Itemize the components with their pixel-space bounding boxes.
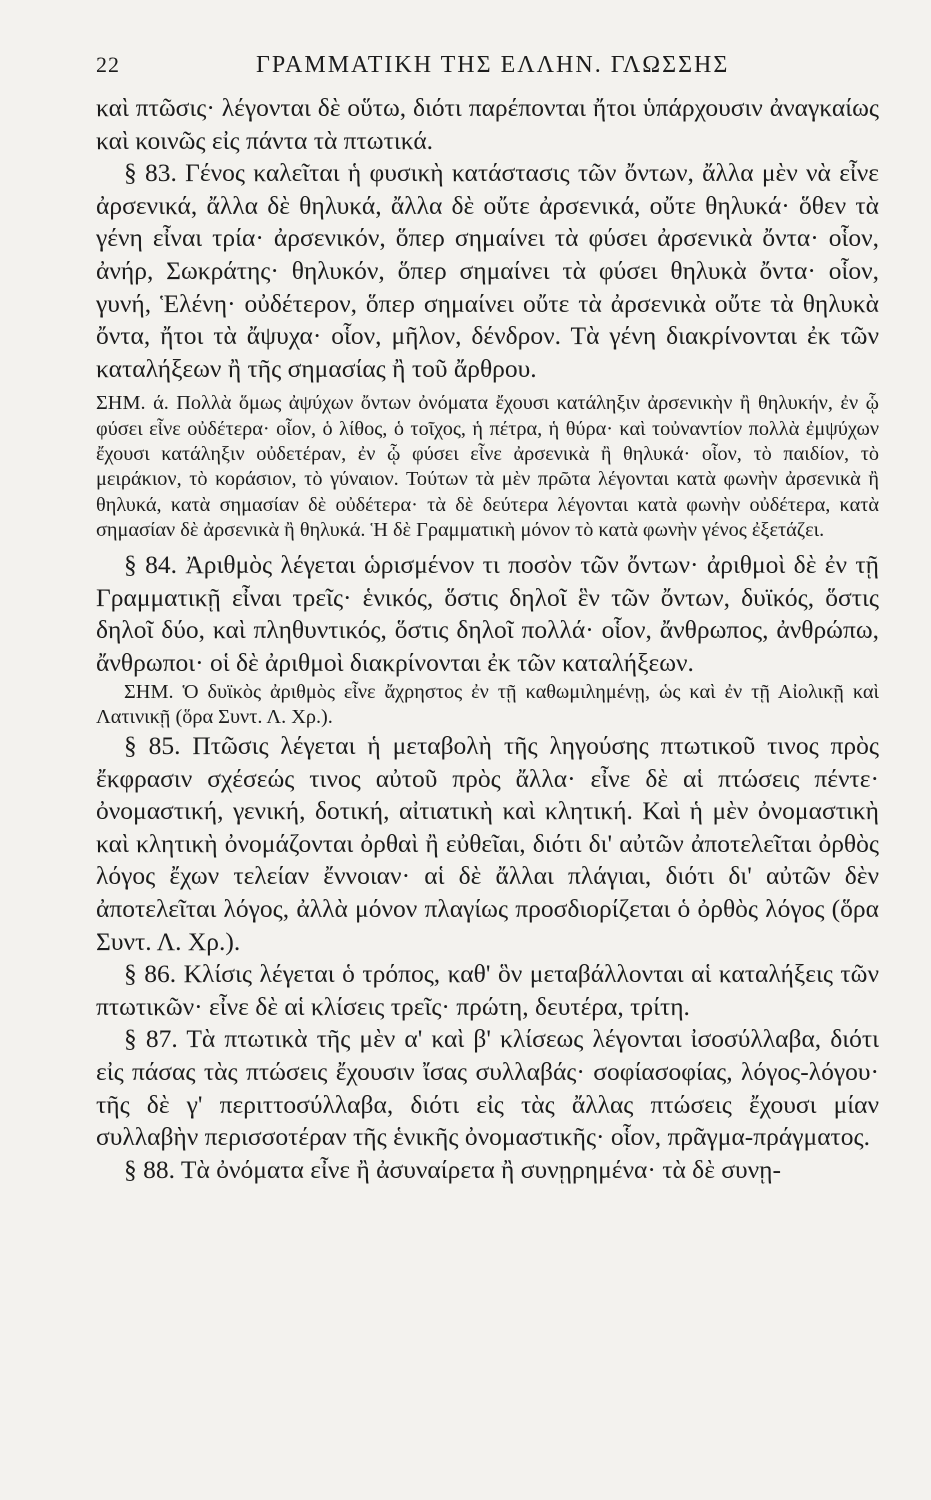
paragraph-84: § 84. Ἀριθμὸς λέγεται ὡρισμένον τι ποσὸν τῶν ὄντων· ἀριθμοὶ δὲ ἐν τῇ Γραμματικῇ εἶναι τρεῖς· ἑνικός, ὅστις δηλοῖ ἓν τῶν ὄντων, δυϊκός, ὅστις δηλοῖ δύο, καὶ πληθυντικός, ὅστις δηλοῖ πολλά· οἷον, ἄνθρωπος, ἀνθρώπω, ἄνθρωποι· οἱ δὲ ἀριθμοὶ διακρίνονται ἐκ τῶν καταλήξεων. <box>96 550 879 677</box>
paragraph-85: § 85. Πτῶσις λέγεται ἡ μεταβολὴ τῆς ληγούσης πτωτικοῦ τινος πρὸς ἔκφρασιν σχέσεώς τινος αὐτοῦ πρὸς ἄλλα· εἶνε δὲ αἱ πτώσεις πέντε· ὀνομαστική, γενική, δοτική, αἰτιατικὴ καὶ κλητική. Καὶ ἡ μὲν ὀνομαστικὴ καὶ κλητικὴ ὀνομάζονται ὀρθαὶ ἢ εὐθεῖαι, διότι δι' αὐτῶν ἀποτελεῖται ὀρθὸς λόγος ἔχων τελείαν ἔννοιαν· αἱ δὲ ἄλλαι πλάγιαι, διότι δι' αὐτῶν δὲν ἀποτελεῖται λόγος, ἀλλὰ μόνον πλαγίως προσδιορίζεται ὁ ὀρθὸς λόγος (ὅρα Συντ. Λ. Χρ.). <box>96 731 879 956</box>
paragraph-continuation: καὶ πτῶσις· λέγονται δὲ οὕτω, διότι παρέπονται ἤτοι ὑπάρχουσιν ἀναγκαίως καὶ κοινῶς εἰς πάντα τὰ πτωτικά. <box>96 93 879 155</box>
paragraph-87: § 87. Τὰ πτωτικὰ τῆς μὲν α' καὶ β' κλίσεως λέγονται ἰσοσύλλαβα, διότι εἰς πάσας τὰς πτώσεις ἔχουσιν ἴσας συλλαβάς· σοφίασοφίας, λόγος-λόγου· τῆς δὲ γ' περιττοσύλλαβα, διότι εἰς τὰς ἄλλας πτώσεις ἔχουσι μίαν συλλαβὴν περισσοτέραν τῆς ἑνικῆς ὀνομαστικῆς· οἷον, πρᾶγμα-πράγματος. <box>96 1024 879 1152</box>
note-83: ΣΗΜ. ά. Πολλὰ ὅμως ἀψύχων ὄντων ὀνόματα ἔχουσι κατάληξιν ἀρσενικὴν ἢ θηλυκήν, ἐν ᾧ φύσει εἶνε οὐδέτερα· οἷον, ὁ λίθος, ὁ τοῖχος, ἡ πέτρα, ἡ θύρα· καὶ τοὐναντίον πολλὰ ἐμψύχων ἔχουσι κατάληξιν οὐδετέραν, ἐν ᾧ φύσει εἶνε ἀρσενικὰ ἢ θηλυκά· οἷον, τὸ παιδίον, τὸ μειράκιον, τὸ κοράσιον, τὸ γύναιον. Τούτων τὰ μὲν πρῶτα λέγονται κατὰ φωνὴν ἀρσενικὰ ἢ θηλυκά, κατὰ σημασίαν δὲ οὐδέτερα· τὰ δὲ δεύτερα λέγονται κατὰ φωνὴν οὐδέτερα, κατὰ σημασίαν δὲ ἀρσενικὰ ἢ θηλυκά. Ἡ δὲ Γραμματικὴ μόνον τὸ κατὰ φωνὴν γένος ἐξετάζει. <box>96 392 879 541</box>
paragraph-86: § 86. Κλίσις λέγεται ὁ τρόπος, καθ' ὃν μεταβάλλονται αἱ καταλήξεις τῶν πτωτικῶν· εἶνε δὲ αἱ κλίσεις τρεῖς· πρώτη, δευτέρα, τρίτη. <box>96 959 879 1021</box>
paragraph-88: § 88. Τὰ ὀνόματα εἶνε ἢ ἀσυναίρετα ἢ συνῃρημένα· τὰ δὲ συνῃ- <box>124 1154 782 1184</box>
body-text <box>96 92 879 385</box>
paragraph-83: § 83. Γένος καλεῖται ἡ φυσικὴ κατάστασις τῶν ὄντων, ἄλλα μὲν νὰ εἶνε ἀρσενικά, ἄλλα δὲ θηλυκά, ἄλλα δὲ οὔτε ἀρσενικά, οὔτε θηλυκά· ὅθεν τὰ γένη εἶναι τρία· ἀρσενικόν, ὅπερ σημαίνει τὰ φύσει ἀρσενικὰ ὄντα· οἷον, ἀνήρ, Σωκράτης· θηλυκόν, ὅπερ σημαίνει τὰ φύσει θηλυκὰ ὄντα· οἷον, γυνή, Ἑλένη· οὐδέτερον, ὅπερ σημαίνει οὔτε τὰ ἀρσενικὰ οὔτε τὰ θηλυκὰ ὄντα, ἤτοι τὰ ἄψυχα· οἷον, μῆλον, δένδρον. Τὰ γένη διακρίνονται ἐκ τῶν καταλήξεων ἢ τῆς σημασίας ἢ τοῦ ἄρθρου. <box>96 158 879 383</box>
body-text-84 <box>96 549 879 679</box>
note-84: ΣΗΜ. Ὁ δυϊκὸς ἀριθμὸς εἶνε ἄχρηστος ἐν τῇ καθωμιλημένῃ, ὡς καὶ ἐν τῇ Αἰολικῇ καὶ Λατινικῇ (ὅρα Συντ. Λ. Χρ.). <box>96 680 879 728</box>
running-title: ΓΡΑΜΜΑΤΙΚΗ ΤΗΣ ΕΛΛΗΝ. ΓΛΩΣΣΗΣ <box>256 52 730 78</box>
running-head <box>96 52 879 92</box>
page-number: 22 <box>96 52 120 77</box>
body-text-85 <box>96 730 879 1186</box>
